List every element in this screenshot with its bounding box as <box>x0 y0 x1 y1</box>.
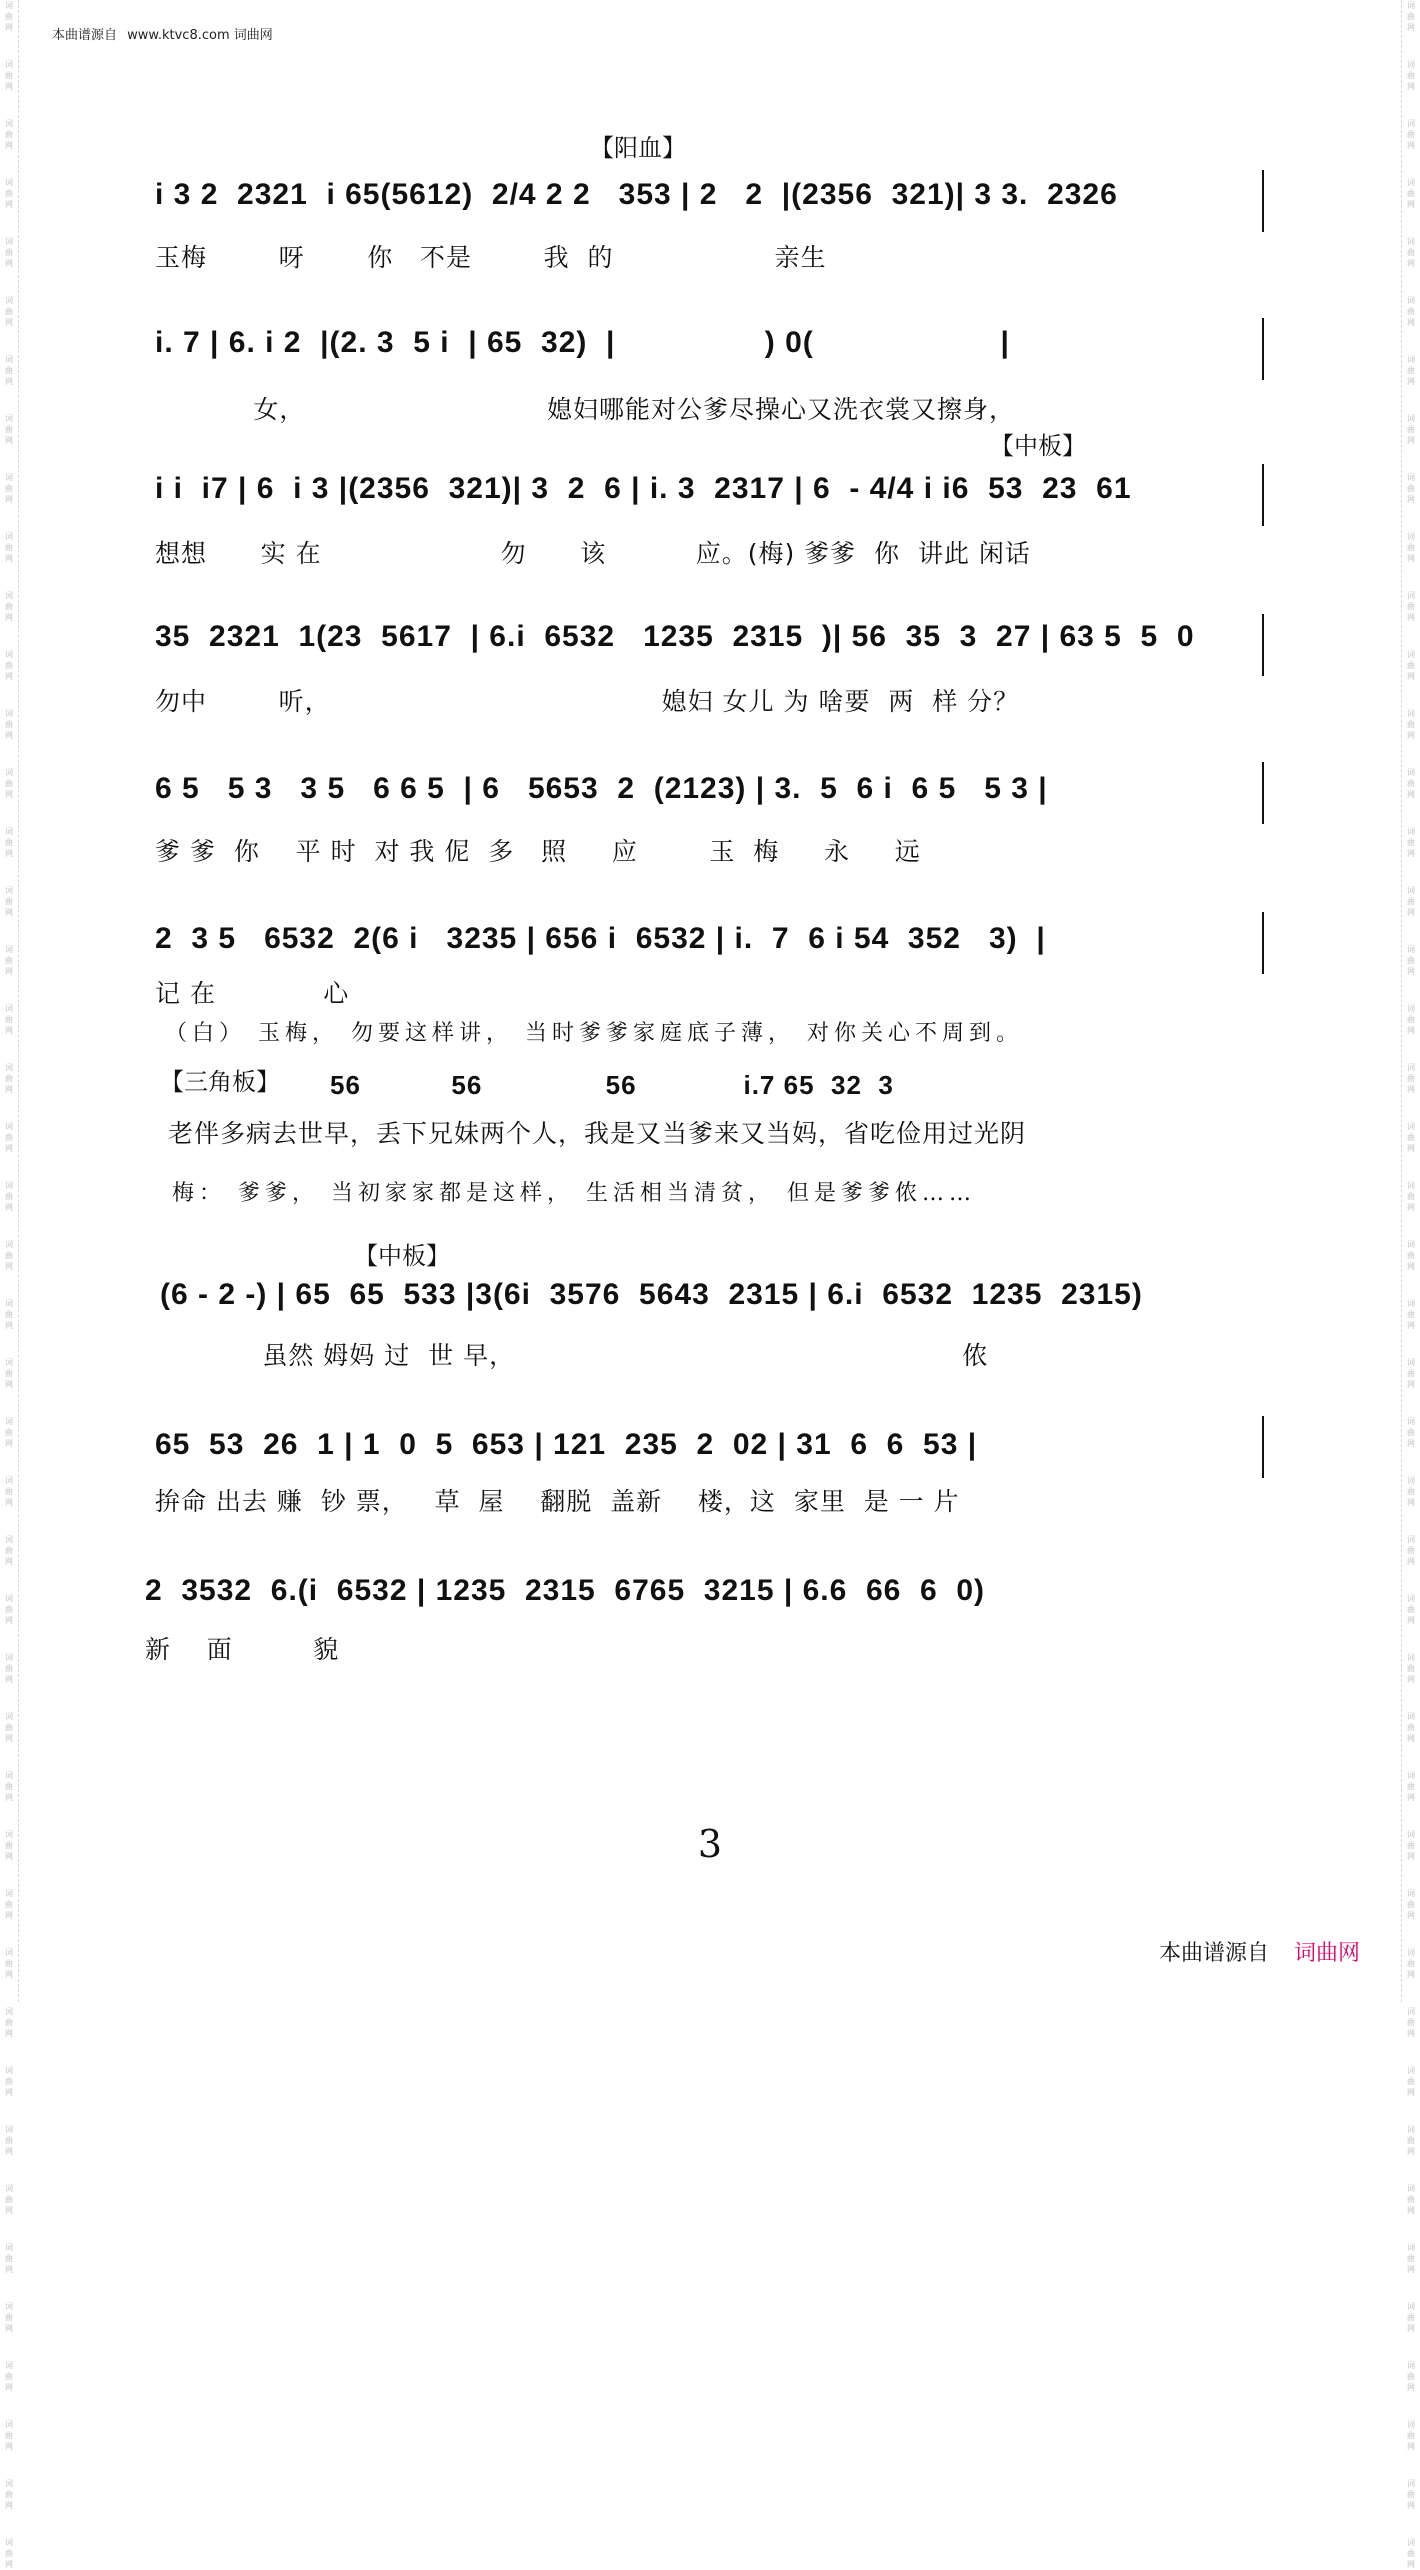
margin-watermark-text: 词曲网 <box>1407 2066 1415 2097</box>
margin-watermark-text: 词曲网 <box>5 532 13 563</box>
footer-source: 本曲谱源自 <box>1158 1941 1269 1966</box>
lyrics-row-8: 老伴多病去世早，丢下兄妹两个人，我是又当爹来又当妈，省吃俭用过光阴 <box>168 1119 1027 1148</box>
margin-watermark-text: 词曲网 <box>5 1417 13 1448</box>
margin-watermark-text: 词曲网 <box>1407 650 1415 681</box>
margin-watermark-text: 词曲网 <box>1407 945 1415 976</box>
margin-watermark-text: 词曲网 <box>1407 1004 1415 1035</box>
margin-watermark-text: 词曲网 <box>5 1594 13 1625</box>
margin-watermark-text: 词曲网 <box>5 1889 13 1920</box>
notation-row-10: (6 - 2 -) | 65 65 533 |3(6i 3576 5643 2315 | 6.i 6532 1235 2315) <box>160 1278 1143 1311</box>
margin-watermark-text: 词曲网 <box>5 1712 13 1743</box>
source-header <box>52 24 273 43</box>
lyrics-row-4: 勿中 听， 媳妇 女儿 为 啥要 两 样 分？ <box>155 687 1020 716</box>
margin-watermark-text: 词曲网 <box>5 1181 13 1212</box>
margin-watermark-text: 词曲网 <box>1407 178 1415 209</box>
header-url[interactable]: www.ktvc8.com <box>127 28 230 43</box>
margin-watermark-text: 词曲网 <box>1407 2007 1415 2038</box>
margin-watermark-text: 词曲网 <box>1407 1299 1415 1330</box>
right-margin-watermark <box>1401 0 1420 2569</box>
margin-watermark-text: 词曲网 <box>5 650 13 681</box>
barline <box>1262 464 1264 526</box>
margin-watermark-text: 词曲网 <box>1407 1063 1415 1094</box>
margin-watermark-text: 词曲网 <box>1407 1712 1415 1743</box>
page-number: 3 <box>697 1822 723 1866</box>
margin-watermark-text: 词曲网 <box>1407 473 1415 504</box>
margin-watermark-text: 词曲网 <box>5 2007 13 2038</box>
margin-watermark-text: 词曲网 <box>1407 2302 1415 2333</box>
margin-watermark-text: 词曲网 <box>5 591 13 622</box>
section-tag-sanjiaoban: 【三角板】 <box>160 1068 280 1096</box>
margin-watermark-text: 词曲网 <box>5 296 13 327</box>
margin-watermark-text: 词曲网 <box>5 2479 13 2510</box>
margin-watermark-text: 词曲网 <box>1407 768 1415 799</box>
notation-row-8: 56 56 56 i.7 65 32 3 <box>330 1070 894 1100</box>
margin-watermark-text: 词曲网 <box>1407 1830 1415 1861</box>
margin-watermark-text: 词曲网 <box>5 2125 13 2156</box>
notation-row-2: i. 7 | 6. i 2 |(2. 3 5 i | 65 32) | ) 0( | <box>155 326 1010 359</box>
margin-watermark-text: 词曲网 <box>1407 1358 1415 1389</box>
margin-watermark-text: 词曲网 <box>5 60 13 91</box>
lyrics-row-3: 想想 实 在 勿 该 应。(梅) 爹爹 你 讲此 闲话 <box>155 539 1031 568</box>
margin-watermark-text: 词曲网 <box>5 2243 13 2274</box>
barline <box>1262 614 1264 676</box>
margin-watermark-text: 词曲网 <box>5 178 13 209</box>
notation-row-11: 65 53 26 1 | 1 0 5 653 | 121 235 2 02 | 31 6 6 53 | <box>155 1428 978 1461</box>
margin-watermark-text: 词曲网 <box>1407 60 1415 91</box>
barline <box>1262 1416 1264 1478</box>
margin-watermark-text: 词曲网 <box>5 1240 13 1271</box>
section-tag-yangxue: 【阳血】 <box>590 134 686 162</box>
margin-watermark-text: 词曲网 <box>5 1830 13 1861</box>
margin-watermark-text: 词曲网 <box>5 237 13 268</box>
margin-watermark-text: 词曲网 <box>5 1063 13 1094</box>
margin-watermark-text: 词曲网 <box>1407 355 1415 386</box>
margin-watermark-text: 词曲网 <box>1407 2538 1415 2569</box>
margin-watermark-text: 词曲网 <box>1407 1476 1415 1507</box>
section-tag-zhongban-2: 【中板】 <box>354 1242 450 1270</box>
margin-watermark-text: 词曲网 <box>1407 591 1415 622</box>
margin-watermark-text: 词曲网 <box>1407 1594 1415 1625</box>
footer-brand[interactable]: 词曲网 <box>1293 1941 1360 1966</box>
lyrics-row-11: 拚命 出去 赚 钞 票， 草 屋 翻脱 盖新 楼，这 家里 是 一 片 <box>155 1487 960 1516</box>
margin-watermark-text: 词曲网 <box>1407 296 1415 327</box>
margin-watermark-text: 词曲网 <box>5 1653 13 1684</box>
margin-watermark-text: 词曲网 <box>5 768 13 799</box>
margin-watermark-text: 词曲网 <box>5 2302 13 2333</box>
left-margin-watermark <box>0 0 19 2569</box>
margin-watermark-text: 词曲网 <box>1407 886 1415 917</box>
margin-watermark-text: 词曲网 <box>5 355 13 386</box>
notation-row-1: i 3 2 2321 i 65(5612) 2/4 2 2 353 | 2 2 |(2356 321)| 3 3. 2326 <box>155 178 1118 211</box>
margin-watermark-text: 词曲网 <box>1407 1771 1415 1802</box>
barline <box>1262 912 1264 974</box>
margin-watermark-text: 词曲网 <box>5 473 13 504</box>
margin-watermark-text: 词曲网 <box>5 1535 13 1566</box>
margin-watermark-text: 词曲网 <box>5 1 13 32</box>
margin-watermark-text: 词曲网 <box>5 1004 13 1035</box>
margin-watermark-text: 词曲网 <box>5 2066 13 2097</box>
section-tag-zhongban: 【中板】 <box>990 432 1086 460</box>
notation-row-3: i i i7 | 6 i 3 |(2356 321)| 3 2 6 | i. 3 2317 | 6 - 4/4 i i6 53 23 61 <box>155 472 1132 505</box>
margin-watermark-text: 词曲网 <box>1407 1240 1415 1271</box>
margin-watermark-text: 词曲网 <box>5 2420 13 2451</box>
margin-watermark-text: 词曲网 <box>5 709 13 740</box>
margin-watermark-text: 词曲网 <box>1407 1535 1415 1566</box>
source-footer <box>1159 1936 1360 1967</box>
margin-watermark-text: 词曲网 <box>1407 532 1415 563</box>
lyrics-row-6: 记 在 心 <box>155 979 350 1008</box>
margin-watermark-text: 词曲网 <box>5 2184 13 2215</box>
margin-watermark-text: 词曲网 <box>5 2361 13 2392</box>
notation-row-4: 35 2321 1(23 5617 | 6.i 6532 1235 2315 )| 56 35 3 27 | 63 5 5 0 <box>155 620 1195 653</box>
margin-watermark-text: 词曲网 <box>5 886 13 917</box>
margin-watermark-text: 词曲网 <box>1407 237 1415 268</box>
header-source: 本曲谱源自 <box>52 28 118 43</box>
margin-watermark-text: 词曲网 <box>1407 414 1415 445</box>
margin-watermark-text: 词曲网 <box>5 945 13 976</box>
notation-row-12: 2 3532 6.(i 6532 | 1235 2315 6765 3215 | 6.6 66 6 0) <box>145 1574 986 1607</box>
barline <box>1262 170 1264 232</box>
margin-watermark-text: 词曲网 <box>5 2538 13 2569</box>
margin-watermark-text: 词曲网 <box>1407 709 1415 740</box>
margin-watermark-text: 词曲网 <box>1407 1948 1415 1979</box>
margin-watermark-text: 词曲网 <box>1407 2184 1415 2215</box>
header-site: 词曲网 <box>233 28 273 43</box>
margin-watermark-text: 词曲网 <box>5 1358 13 1389</box>
lyrics-row-2: 女， 媳妇哪能对公爹尽操心又洗衣裳又擦身， <box>155 395 1015 424</box>
lyrics-row-12: 新 面 貌 <box>145 1635 340 1664</box>
margin-watermark-text: 词曲网 <box>5 414 13 445</box>
margin-watermark-text: 词曲网 <box>5 827 13 858</box>
margin-watermark-text: 词曲网 <box>5 1948 13 1979</box>
margin-watermark-text: 词曲网 <box>5 1299 13 1330</box>
notation-row-6: 2 3 5 6532 2(6 i 3235 | 656 i 6532 | i. 7 6 i 54 352 3) | <box>155 922 1046 955</box>
lyrics-row-10: 虽然 姆妈 过 世 早， 侬 <box>155 1341 989 1370</box>
margin-watermark-text: 词曲网 <box>1407 1417 1415 1448</box>
margin-watermark-text: 词曲网 <box>1407 1181 1415 1212</box>
spoken-line-1: （白） 玉梅， 勿要这样讲， 当时爹爹家庭底子薄， 对你关心不周到。 <box>165 1021 1023 1046</box>
margin-watermark-text: 词曲网 <box>5 1122 13 1153</box>
margin-watermark-text: 词曲网 <box>1407 2420 1415 2451</box>
lyrics-row-5: 爹 爹 你 平 时 对 我 伲 多 照 应 玉 梅 永 远 <box>155 837 921 866</box>
margin-watermark-text: 词曲网 <box>1407 1122 1415 1153</box>
margin-watermark-text: 词曲网 <box>1407 2361 1415 2392</box>
margin-watermark-text: 词曲网 <box>5 1771 13 1802</box>
margin-watermark-text: 词曲网 <box>1407 2479 1415 2510</box>
margin-watermark-text: 词曲网 <box>1407 2243 1415 2274</box>
margin-watermark-text: 词曲网 <box>5 119 13 150</box>
margin-watermark-text: 词曲网 <box>1407 827 1415 858</box>
margin-watermark-text: 词曲网 <box>1407 2125 1415 2156</box>
margin-watermark-text: 词曲网 <box>1407 1653 1415 1684</box>
notation-row-5: 6 5 5 3 3 5 6 6 5 | 6 5653 2 (2123) | 3. 5 6 i 6 5 5 3 | <box>155 772 1048 805</box>
barline <box>1262 318 1264 380</box>
margin-watermark-text: 词曲网 <box>5 1476 13 1507</box>
margin-watermark-text: 词曲网 <box>1407 1 1415 32</box>
lyrics-row-1: 玉梅 呀 你 不是 我 的 亲生 <box>155 243 827 272</box>
barline <box>1262 762 1264 824</box>
spoken-line-2: 梅： 爹爹， 当初家家都是这样， 生活相当清贫， 但是爹爹侬…… <box>172 1181 976 1206</box>
margin-watermark-text: 词曲网 <box>1407 1889 1415 1920</box>
margin-watermark-text: 词曲网 <box>1407 119 1415 150</box>
